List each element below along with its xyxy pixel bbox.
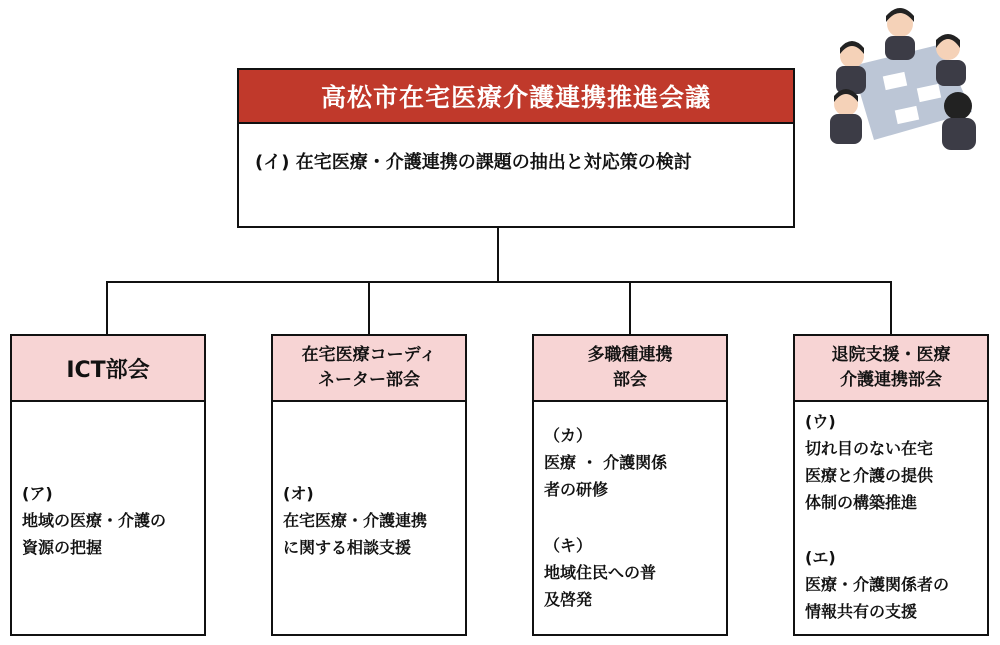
task-text: 者の研修 bbox=[544, 480, 609, 499]
subcommittee-title: 退院支援・医療 bbox=[831, 345, 951, 365]
subcommittee-header bbox=[273, 336, 465, 402]
task-label: (ウ) bbox=[805, 412, 836, 431]
task-text: 及啓発 bbox=[544, 590, 593, 609]
task-text: 情報共有の支援 bbox=[805, 602, 918, 621]
subcommittee-title: ネーター部会 bbox=[317, 370, 420, 390]
task-label: （カ） bbox=[544, 426, 593, 445]
main-council-description: (イ) 在宅医療・介護連携の課題の抽出と対応策の検討 bbox=[255, 152, 692, 173]
meeting-people-icon bbox=[822, 4, 982, 156]
task-item bbox=[283, 480, 459, 561]
task-text: に関する相談支援 bbox=[283, 538, 412, 557]
task-label: (エ) bbox=[805, 548, 836, 567]
task-item bbox=[805, 544, 981, 625]
subcommittee-title: 部会 bbox=[613, 370, 647, 390]
task-text: 地域の医療・介護の bbox=[22, 511, 167, 530]
task-text: 在宅医療・介護連携 bbox=[283, 511, 428, 530]
subcommittee-ict bbox=[10, 334, 206, 636]
task-text: 資源の把握 bbox=[22, 538, 103, 557]
subcommittee-title: ICT部会 bbox=[66, 357, 150, 383]
connector-trunk bbox=[497, 228, 499, 282]
task-text: 医療・介護関係者の bbox=[805, 575, 950, 594]
task-item bbox=[805, 408, 981, 516]
connector-horizontal bbox=[106, 281, 892, 283]
task-item bbox=[544, 532, 720, 613]
task-item bbox=[22, 480, 198, 561]
subcommittee-header bbox=[12, 336, 204, 402]
task-label: (ア) bbox=[22, 484, 53, 503]
subcommittee-title: 在宅医療コーディ bbox=[301, 345, 437, 365]
subcommittee-header bbox=[534, 336, 726, 402]
main-council-title: 高松市在宅医療介護連携推進会議 bbox=[239, 70, 793, 124]
connector-drop-1 bbox=[106, 281, 108, 334]
connector-drop-3 bbox=[629, 281, 631, 334]
connector-drop-2 bbox=[368, 281, 370, 334]
task-text: 医療と介護の提供 bbox=[805, 466, 934, 485]
subcommittee-multiprofession bbox=[532, 334, 728, 636]
connector-drop-4 bbox=[890, 281, 892, 334]
subcommittee-title: 介護連携部会 bbox=[840, 370, 942, 390]
subcommittee-header bbox=[795, 336, 987, 402]
task-item bbox=[544, 422, 720, 503]
task-text: 地域住民への普 bbox=[544, 563, 657, 582]
task-label: (オ) bbox=[283, 484, 314, 503]
subcommittee-discharge-support bbox=[793, 334, 989, 636]
task-label: （キ） bbox=[544, 536, 593, 555]
task-text: 医療 ・ 介護関係 bbox=[544, 453, 668, 472]
task-text: 体制の構築推進 bbox=[805, 493, 918, 512]
task-text: 切れ目のない在宅 bbox=[805, 439, 934, 458]
subcommittee-title: 多職種連携 bbox=[587, 345, 673, 365]
subcommittee-coordinator bbox=[271, 334, 467, 636]
main-council-box bbox=[237, 68, 795, 228]
